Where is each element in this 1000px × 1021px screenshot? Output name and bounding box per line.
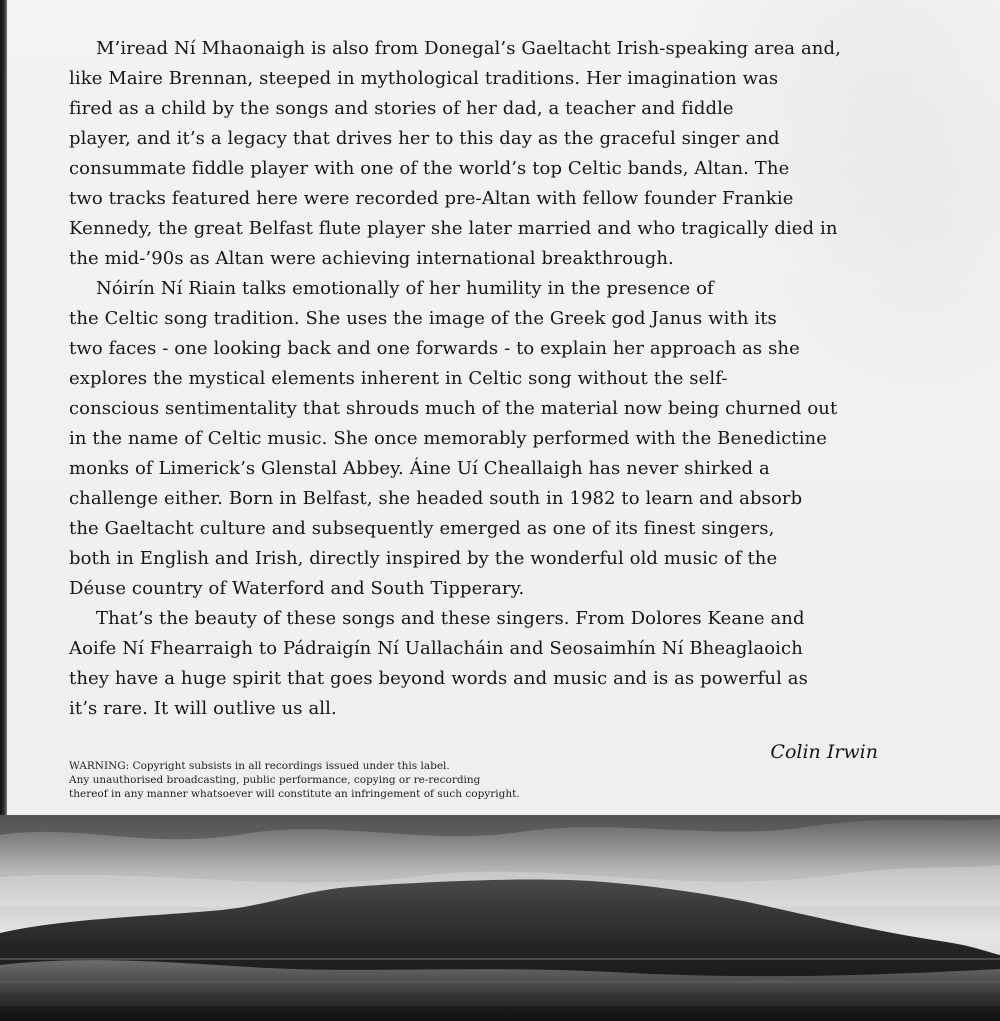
article-line: Kennedy, the great Belfast flute player she later married and who tragically died in [69, 218, 838, 239]
landscape-image [0, 815, 1000, 1021]
article-line: they have a huge spirit that goes beyond words and music and is as powerful as [69, 668, 808, 689]
article-line: fired as a child by the songs and stories of her dad, a teacher and fiddle [69, 98, 734, 119]
article-line: both in English and Irish, directly inspired by the wonderful old music of the [69, 548, 778, 569]
article-line: consummate fiddle player with one of the world’s top Celtic bands, Altan. The [69, 158, 790, 179]
page-left-edge [0, 0, 7, 815]
copyright-warning [69, 759, 589, 801]
article-line: the mid-’90s as Altan were achieving international breakthrough. [69, 248, 674, 269]
article-line: two faces - one looking back and one forwards - to explain her approach as she [69, 338, 800, 359]
liner-notes-page [7, 0, 1000, 815]
article-line: Aoife Ní Fhearraigh to Pádraigín Ní Uallacháin and Seosaimhín Ní Bheaglaoich [69, 638, 803, 659]
warning-line: WARNING: Copyright subsists in all recordings issued under this label. [69, 760, 450, 772]
article-body [69, 34, 889, 724]
article-line: it’s rare. It will outlive us all. [69, 698, 337, 719]
paragraph-3 [69, 604, 889, 724]
paragraph-1 [69, 34, 889, 274]
article-line: challenge either. Born in Belfast, she headed south in 1982 to learn and absorb [69, 488, 803, 509]
article-line: player, and it’s a legacy that drives her to this day as the graceful singer and [69, 128, 780, 149]
article-line: That’s the beauty of these songs and these singers. From Dolores Keane and [96, 608, 805, 629]
article-line: Nóirín Ní Riain talks emotionally of her humility in the presence of [96, 278, 714, 299]
article-line: two tracks featured here were recorded pre-Altan with fellow founder Frankie [69, 188, 794, 209]
article-line: like Maire Brennan, steeped in mythological traditions. Her imagination was [69, 68, 779, 89]
article-line: M’iread Ní Mhaonaigh is also from Donegal’s Gaeltacht Irish-speaking area and, [96, 38, 841, 59]
article-line: in the name of Celtic music. She once memorably performed with the Benedictine [69, 428, 828, 449]
landscape-photo [0, 815, 1000, 1021]
article-line: conscious sentimentality that shrouds much of the material now being churned out [69, 398, 838, 419]
article-line: the Celtic song tradition. She uses the image of the Greek god Janus with its [69, 308, 777, 329]
article-line: Déuse country of Waterford and South Tipperary. [69, 578, 525, 599]
paragraph-2 [69, 274, 889, 604]
article-line: the Gaeltacht culture and subsequently emerged as one of its finest singers, [69, 518, 775, 539]
article-line: monks of Limerick’s Glenstal Abbey. Áine Uí Cheallaigh has never shirked a [69, 458, 770, 479]
article-line: explores the mystical elements inherent in Celtic song without the self- [69, 368, 728, 389]
author-signature: Colin Irwin [770, 741, 878, 763]
warning-line: Any unauthorised broadcasting, public performance, copying or re-recording [69, 774, 481, 786]
warning-line: thereof in any manner whatsoever will constitute an infringement of such copyright. [69, 788, 520, 800]
